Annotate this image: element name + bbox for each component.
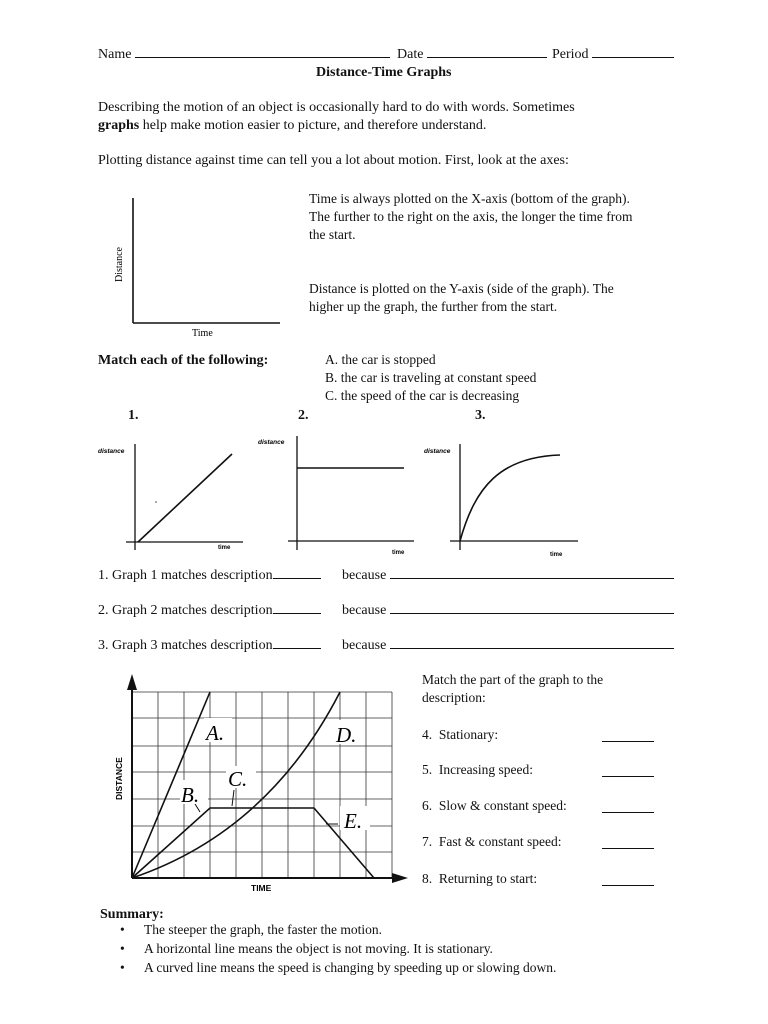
- small-graph-1: [98, 432, 248, 557]
- item-7-text: Fast & constant speed:: [438, 834, 562, 849]
- part-graph-y-arrow: [127, 674, 137, 690]
- question-3-reason[interactable]: [390, 636, 674, 649]
- distance-text-line-2: higher up the graph, the further from the start.: [309, 299, 558, 314]
- distance-explanation: [309, 280, 614, 316]
- graph2-xlabel: time: [392, 550, 405, 556]
- match-options: [325, 351, 536, 405]
- question-2-text: Graph 2 matches description: [112, 603, 273, 618]
- match-option-b: B. the car is traveling at constant speed: [325, 370, 537, 385]
- question-1-num: 1.: [98, 568, 109, 583]
- graph-number-3: 3.: [475, 408, 486, 423]
- axes-example-graph: [100, 190, 290, 345]
- graph1-line: [138, 454, 232, 542]
- item-8: [422, 870, 537, 888]
- item-6-answer[interactable]: [602, 800, 654, 813]
- date-line: [397, 45, 547, 64]
- part-instruction-line-1: Match the part of the graph to the: [422, 672, 604, 687]
- question-3-num: 3.: [98, 638, 109, 653]
- item-8-text: Returning to start:: [438, 871, 538, 886]
- label-c: C.: [228, 767, 248, 791]
- pointer-c: [232, 790, 234, 806]
- match-heading: Match each of the following:: [98, 353, 269, 368]
- period-label: Period: [552, 47, 589, 62]
- question-3-text: Graph 3 matches description: [112, 638, 273, 653]
- question-1-because-line: [342, 566, 674, 585]
- question-2-because: because: [342, 603, 387, 618]
- item-8-num: 8.: [422, 871, 433, 886]
- question-2-because-line: [342, 601, 674, 620]
- part-instruction: [422, 671, 603, 707]
- item-4-num: 4.: [422, 727, 433, 742]
- graph3-ylabel: distance: [424, 448, 451, 455]
- summary-bullet-2: • A horizontal line means the object is not moving. It is stationary.: [100, 939, 556, 958]
- label-b: B.: [181, 783, 200, 807]
- distance-text-line-1: Distance is plotted on the Y-axis (side of the graph). The: [309, 281, 614, 296]
- label-d: D.: [336, 723, 357, 747]
- graph-number-1: 1.: [128, 408, 139, 423]
- question-2-answer[interactable]: [273, 601, 321, 614]
- time-explanation: [309, 190, 633, 244]
- intro-bold-word: graphs: [98, 118, 140, 133]
- question-3: [98, 636, 321, 655]
- graph3-curve: [460, 455, 560, 541]
- item-7-answer[interactable]: [602, 836, 654, 849]
- question-1-reason[interactable]: [390, 566, 674, 579]
- match-option-c: C. the speed of the car is decreasing: [325, 388, 520, 403]
- question-2: [98, 601, 321, 620]
- question-1-answer[interactable]: [273, 566, 321, 579]
- date-label: Date: [397, 47, 424, 62]
- graph2-ylabel: distance: [258, 439, 285, 446]
- part-graph: [108, 672, 413, 900]
- small-graph-2: [256, 432, 416, 557]
- item-5-num: 5.: [422, 762, 433, 777]
- name-line: [98, 45, 390, 64]
- intro-line-2-rest: help make motion easier to picture, and therefore understand.: [139, 118, 487, 133]
- item-7: [422, 833, 561, 851]
- graph1-xlabel: time: [218, 545, 231, 551]
- label-a: A.: [206, 721, 225, 745]
- name-field[interactable]: [135, 45, 390, 58]
- item-6-text: Slow & constant speed:: [438, 798, 567, 813]
- question-2-reason[interactable]: [390, 601, 674, 614]
- axes-example-xlabel: Time: [192, 328, 213, 339]
- summary-heading: Summary:: [100, 907, 164, 922]
- item-4-text: Stationary:: [438, 727, 499, 742]
- intro-line-2: [98, 117, 486, 135]
- item-4-answer[interactable]: [602, 729, 654, 742]
- item-4: [422, 726, 498, 744]
- summary-bullet-1: • The steeper the graph, the faster the motion.: [100, 920, 556, 939]
- item-6: [422, 797, 567, 815]
- date-field[interactable]: [427, 45, 547, 58]
- small-graph-3: [420, 432, 580, 557]
- intro-line-1: Describing the motion of an object is occasionally hard to do with words. Sometimes: [98, 100, 575, 115]
- period-line: [552, 45, 674, 64]
- part-line-bce: [132, 808, 374, 878]
- part-instruction-line-2: description:: [422, 690, 486, 705]
- period-field[interactable]: [592, 45, 674, 58]
- question-3-because-line: [342, 636, 674, 655]
- question-1: [98, 566, 321, 585]
- time-text-line-2: The further to the right on the axis, the longer the time from: [309, 209, 633, 224]
- item-5: [422, 761, 533, 779]
- item-6-num: 6.: [422, 798, 433, 813]
- graph1-ylabel: distance: [98, 448, 125, 455]
- graph-number-2: 2.: [298, 408, 309, 423]
- page-title: Distance-Time Graphs: [316, 65, 452, 80]
- axes-example-ylabel: Distance: [114, 247, 125, 282]
- question-1-because: because: [342, 568, 387, 583]
- match-option-a: A. the car is stopped: [325, 352, 436, 367]
- part-graph-x-arrow: [392, 873, 408, 883]
- summary-bullet-3: • A curved line means the speed is changing by speeding up or slowing down.: [100, 958, 556, 977]
- summary-list: [100, 920, 556, 977]
- time-text-line-3: the start.: [309, 227, 356, 242]
- item-8-answer[interactable]: [602, 873, 654, 886]
- item-7-num: 7.: [422, 834, 433, 849]
- part-graph-ylabel: DISTANCE: [114, 757, 124, 800]
- item-5-answer[interactable]: [602, 764, 654, 777]
- question-3-because: because: [342, 638, 387, 653]
- question-3-answer[interactable]: [273, 636, 321, 649]
- item-5-text: Increasing speed:: [438, 762, 533, 777]
- graph3-xlabel: time: [550, 552, 563, 558]
- label-e: E.: [344, 809, 363, 833]
- axes-intro: Plotting distance against time can tell you a lot about motion. First, look at the axes:: [98, 153, 569, 168]
- part-graph-xlabel: TIME: [251, 883, 272, 893]
- question-2-num: 2.: [98, 603, 109, 618]
- question-1-text: Graph 1 matches description: [112, 568, 273, 583]
- time-text-line-1: Time is always plotted on the X-axis (bottom of the graph).: [309, 191, 630, 206]
- name-label: Name: [98, 47, 132, 62]
